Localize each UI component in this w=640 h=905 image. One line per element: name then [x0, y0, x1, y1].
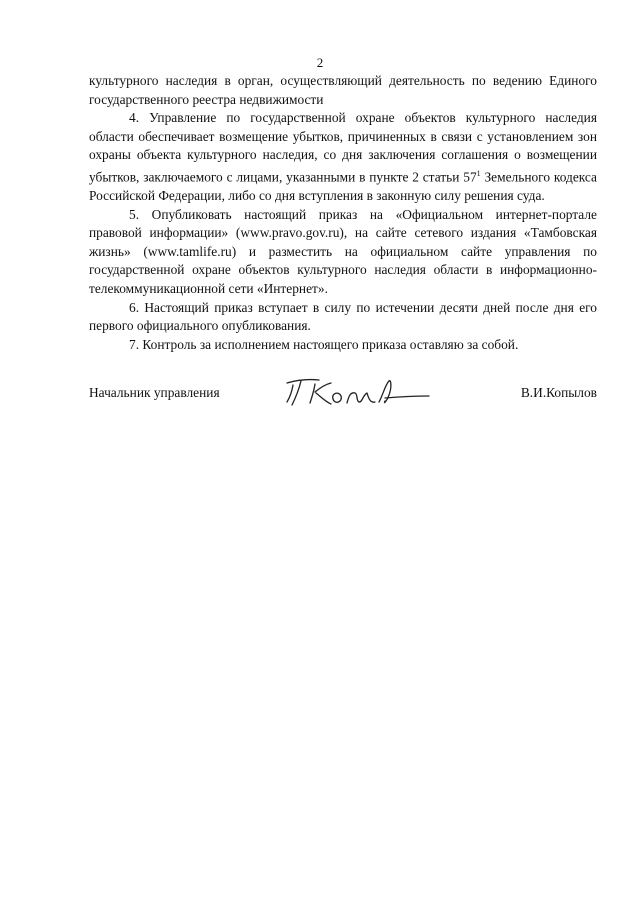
paragraph-item-4-text-after: Земельного кодекса Российской Федерации, либо со дня вступления в законную силу решения суда. — [89, 169, 597, 204]
paragraph-item-4 — [89, 109, 597, 205]
signatory-position: Начальник управления — [89, 385, 220, 400]
signature-block — [89, 375, 597, 415]
paragraph-continuation: культурного наследия в орган, осуществляющий деятельность по ведению Единого государственного реестра недвижимости — [89, 73, 597, 107]
paragraph-item-4-text-before: 4. Управление по государственной охране объектов культурного наследия области обеспечивает возмещение убытков, причиненных в связи с установлением зон охраны объекта культурного наследия, со дня заключения соглашения о возмещении убытков, заключаемого с лицами, указанными в пункте 2 статьи 57 — [89, 110, 597, 185]
paragraph-item-6: 6. Настоящий приказ вступает в силу по истечении десяти дней после дня его первого официального опубликования. — [89, 299, 597, 334]
handwritten-signature — [279, 375, 439, 413]
signatory-name: В.И.Копылов — [520, 385, 597, 400]
paragraph-item-5: 5. Опубликовать настоящий приказ на «Официальном интернет-портале правовой информации» (www.pravo.gov.ru), на сайте сетевого издания «Тамбовская жизнь» (www.tamlife.ru) и разместить на официальном сайте управления по государственной охране объектов культурного наследия области в информационно-телекоммуникационной сети «Интернет». — [89, 206, 597, 296]
paragraph-item-7: 7. Контроль за исполнением настоящего приказа оставляю за собой. — [129, 336, 519, 352]
document-body — [89, 72, 597, 354]
page-number: 2 — [316, 55, 324, 70]
article-superscript: 1 — [476, 168, 481, 178]
